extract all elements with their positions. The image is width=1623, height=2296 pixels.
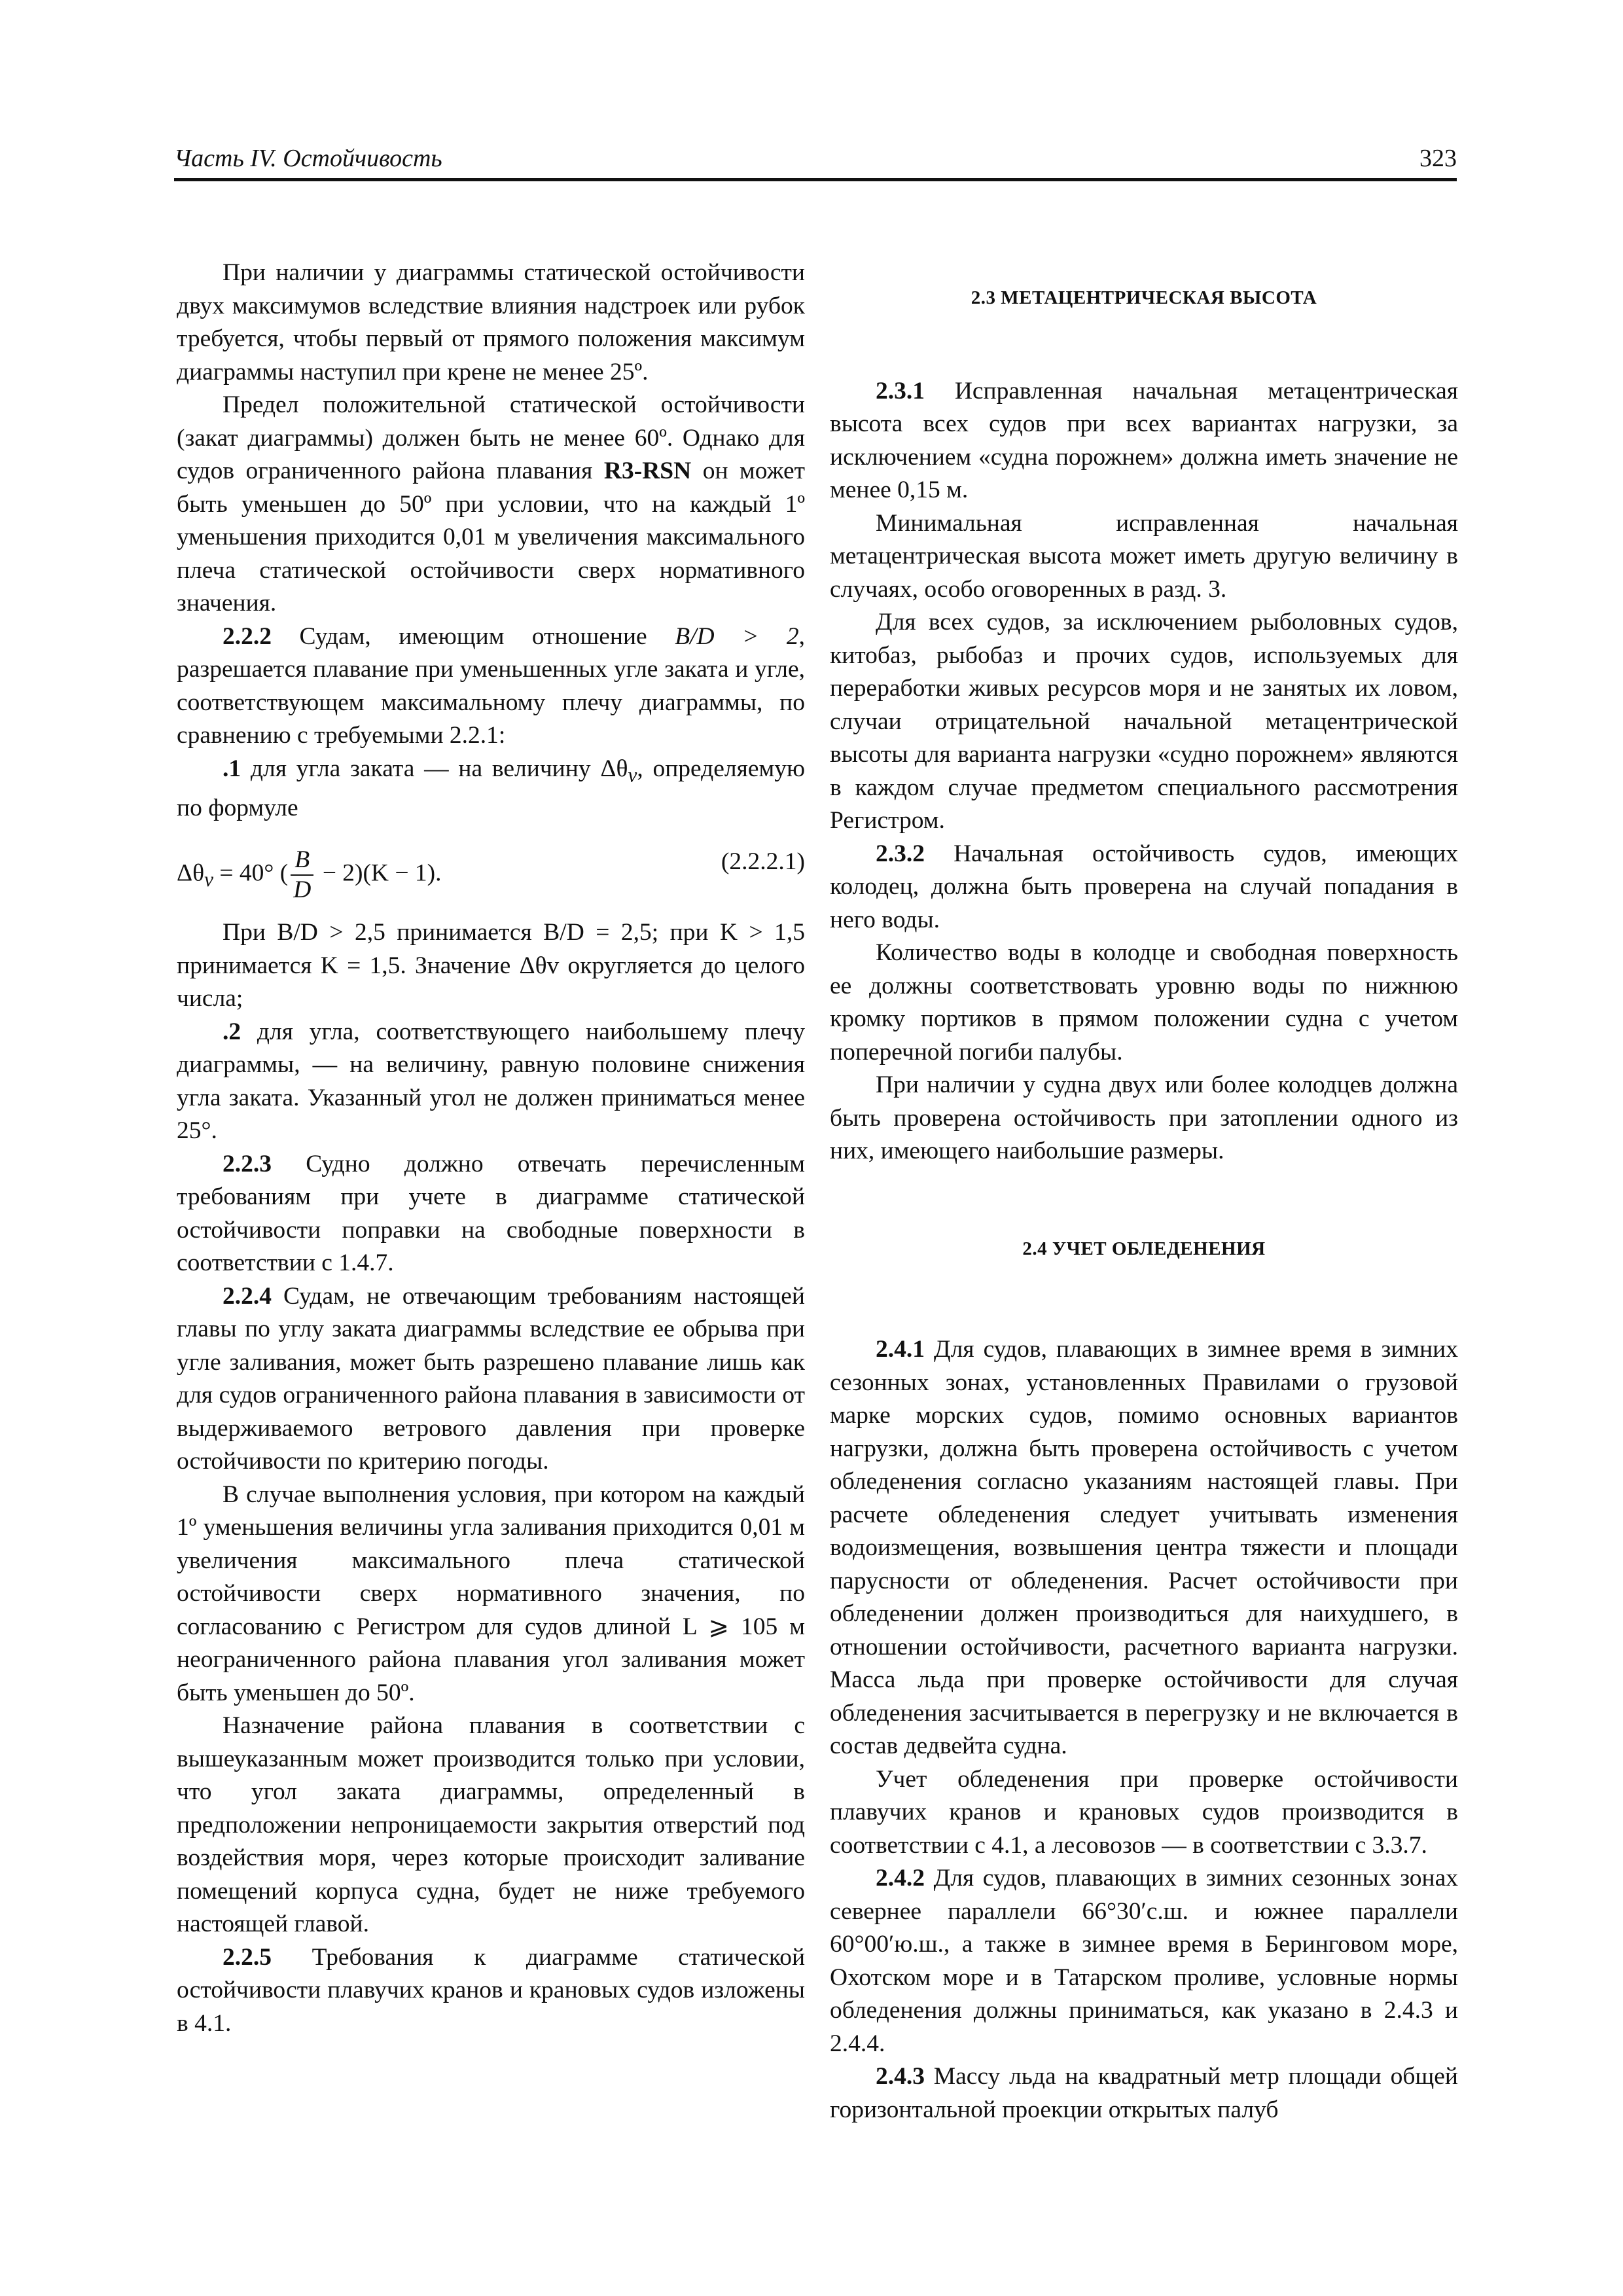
clause-number: 2.4.3 <box>876 2063 925 2090</box>
paragraph-2-4-3: 2.4.3 Массу льда на квадратный метр площади общей горизонтальной проекции открытых палуб <box>830 2063 1459 2123</box>
fraction: $\frac{B}{D}$ <box>291 846 313 905</box>
formula-2-2-2-1 <box>177 826 805 903</box>
paragraph-2-3-1: 2.3.1 Исправленная начальная метацентрическая высота всех судов при всех вариантах нагрузки, за исключением «судна порожнем» должна иметь значение не менее 0,15 м. <box>830 377 1459 503</box>
clause-number: 2.3.1 <box>876 377 925 404</box>
paragraph-2-2-5: 2.2.5 Требования к диаграмме статической остойчивости плавучих кранов и крановых судов изложены в 4.1. <box>177 1943 806 2037</box>
header-title: Часть IV. Остойчивость <box>174 145 442 172</box>
paragraph: При наличии у судна двух или более колодцев должна быть проверена остойчивость при затоплении одного из них, имеющего наибольшие размеры. <box>830 1071 1458 1164</box>
paragraph: При B/D > 2,5 принимается B/D = 2,5; при K > 1,5 принимается K = 1,5. Значение Δθv округляется до целого числа; <box>177 919 805 1012</box>
paragraph: В случае выполнения условия, при котором на каждый 1º уменьшения величины угла заливания приходится 0,01 м увеличения максимального плеча статической остойчивости сверх нормативного значения, по согласованию с Регистром для судов длиной L ⩾ 105 м неограниченного района плавания угол заливания может быть уменьшен до 50º. <box>177 1480 805 1706</box>
clause-number: 2.2.2 <box>223 622 272 650</box>
section-heading-2-4: 2.4 УЧЕТ ОБЛЕДЕНЕНИЯ <box>1022 1238 1266 1259</box>
clause-number: 2.4.2 <box>876 1865 925 1892</box>
paragraph: Количество воды в колодце и свободная поверхность ее должны соответствовать уровню воды по нижнюю кромку портиков в прямом положении судна с учетом поперечной погиби палубы. <box>830 939 1458 1066</box>
item-number: .2 <box>223 1018 241 1045</box>
paragraph-item-2: .2 для угла, соответствующего наибольшему плечу диаграммы, — на величину, равную половине снижения угла заката. Указанный угол не должен приниматься менее 25°. <box>177 1018 805 1144</box>
paragraph: Предел положительной статической остойчивости (закат диаграммы) должен быть не менее 60º. Однако для судов ограниченного района плавания R3-RSN он может быть уменьшен до 50º при условии, что на каждый 1º уменьшения приходится 0,01 м увеличения максимального плеча статической остойчивости сверх нормативного значения. <box>177 391 806 617</box>
equation-number: (2.2.2.1) <box>721 848 805 875</box>
paragraph-2-2-2: 2.2.2 Судам, имеющим отношение B/D > 2, разрешается плавание при уменьшенных угле заката и угле, соответствующем максимальному плечу диаграммы, по сравнению с требуемыми 2.2.1: <box>177 622 806 749</box>
page-number: 323 <box>1419 145 1457 172</box>
region-code: R3-RSN <box>603 457 692 484</box>
paragraph-item-1: .1 для угла заката — на величину $\Delta\theta_v$, определяемую по формуле <box>177 755 806 821</box>
paragraph-2-2-3: 2.2.3 Судно должно отвечать перечисленным требованиям при учете в диаграмме статической остойчивости поправки на свободные поверхности в соответствии с 1.4.7. <box>177 1150 806 1276</box>
clause-number: 2.2.3 <box>223 1150 272 1177</box>
clause-number: 2.4.1 <box>876 1336 925 1363</box>
right-column <box>830 257 1458 2126</box>
ratio: B/D > 2 <box>675 622 799 650</box>
section-heading-2-3: 2.3 МЕТАЦЕНТРИЧЕСКАЯ ВЫСОТА <box>971 287 1317 308</box>
paragraph-2-4-2: 2.4.2 Для судов, плавающих в зимних сезонных зонах севернее параллели 66°30′с.ш. и южнее параллели 60°00′ю.ш., а также в зимнее время в Беринговом море, Охотском море и в Татарском проливе, условные нормы обледенения должны приниматься, как указано в 2.4.3 и 2.4.4. <box>830 1865 1458 2057</box>
paragraph: Минимальная исправленная начальная метацентрическая высота может иметь другую величину в случаях, особо оговоренных в разд. 3. <box>830 509 1458 603</box>
formula-expression: $\Delta\theta_v = 40^\circ$ ( $\frac{B}{D}$ − 2)(K − 1). <box>177 846 442 903</box>
paragraph: Назначение района плавания в соответствии с вышеуказанным может производится только при условии, что угол заката диаграммы, определенный в предположении непроницаемости закрытия отверстий под воздействия моря, через которые происходит заливание помещений корпуса судна, будет не ниже требуемого настоящей главой. <box>177 1712 805 1937</box>
paragraph: Учет обледенения при проверке остойчивости плавучих кранов и крановых судов производится в соответствии с 4.1, а лесовозов — в соответствии с 3.3.7. <box>830 1765 1458 1859</box>
paragraph: Для всех судов, за исключением рыболовных судов, китобаз, рыбобаз и прочих судов, используемых для переработки живых ресурсов моря и не занятых их ловом, случаи отрицательной начальной метацентрической высоты для варианта нагрузки «судно порожнем» являются в каждом случае предметом специального рассмотрения Регистром. <box>830 609 1458 834</box>
paragraph: При наличии у диаграммы статической остойчивости двух максимумов вследствие влияния надстроек или рубок требуется, чтобы первый от прямого положения максимум диаграммы наступил при крене не менее 25º. <box>177 259 805 386</box>
paragraph-2-4-1: 2.4.1 Для судов, плавающих в зимнее время в зимних сезонных зонах, установленных Правилами о грузовой марке морских судов, помимо основных вариантов нагрузки, должна быть проверена остойчивость с учетом обледенения согласно указаниям настоящей главы. При расчете обледенения следует учитывать изменения водоизмещения, возвышения центра тяжести и площади парусности от обледенения. Расчет остойчивости при обледенении должен производиться для наихудшего, в отношении остойчивости, расчетного варианта нагрузки. Масса льда при проверке остойчивости для случая обледенения засчитывается в перегрузку и не включается в состав дедвейта судна. <box>830 1336 1458 1759</box>
clause-number: 2.2.4 <box>223 1282 272 1310</box>
paragraph-2-2-4: 2.2.4 Судам, не отвечающим требованиям настоящей главы по углу заката диаграммы вследствие ее обрыва при угле заливания, может быть разрешено плавание лишь как для судов ограниченного района плавания в зависимости от выдерживаемого ветрового давления при проверке остойчивости по критерию погоды. <box>177 1282 806 1475</box>
running-header <box>174 139 1457 181</box>
clause-number: 2.3.2 <box>876 840 925 867</box>
left-column <box>177 257 805 2040</box>
paragraph-2-3-2: 2.3.2 Начальная остойчивость судов, имеющих колодец, должна быть проверена на случай попадания в него воды. <box>830 840 1459 933</box>
clause-number: 2.2.5 <box>223 1943 272 1971</box>
item-number: .1 <box>223 755 241 782</box>
